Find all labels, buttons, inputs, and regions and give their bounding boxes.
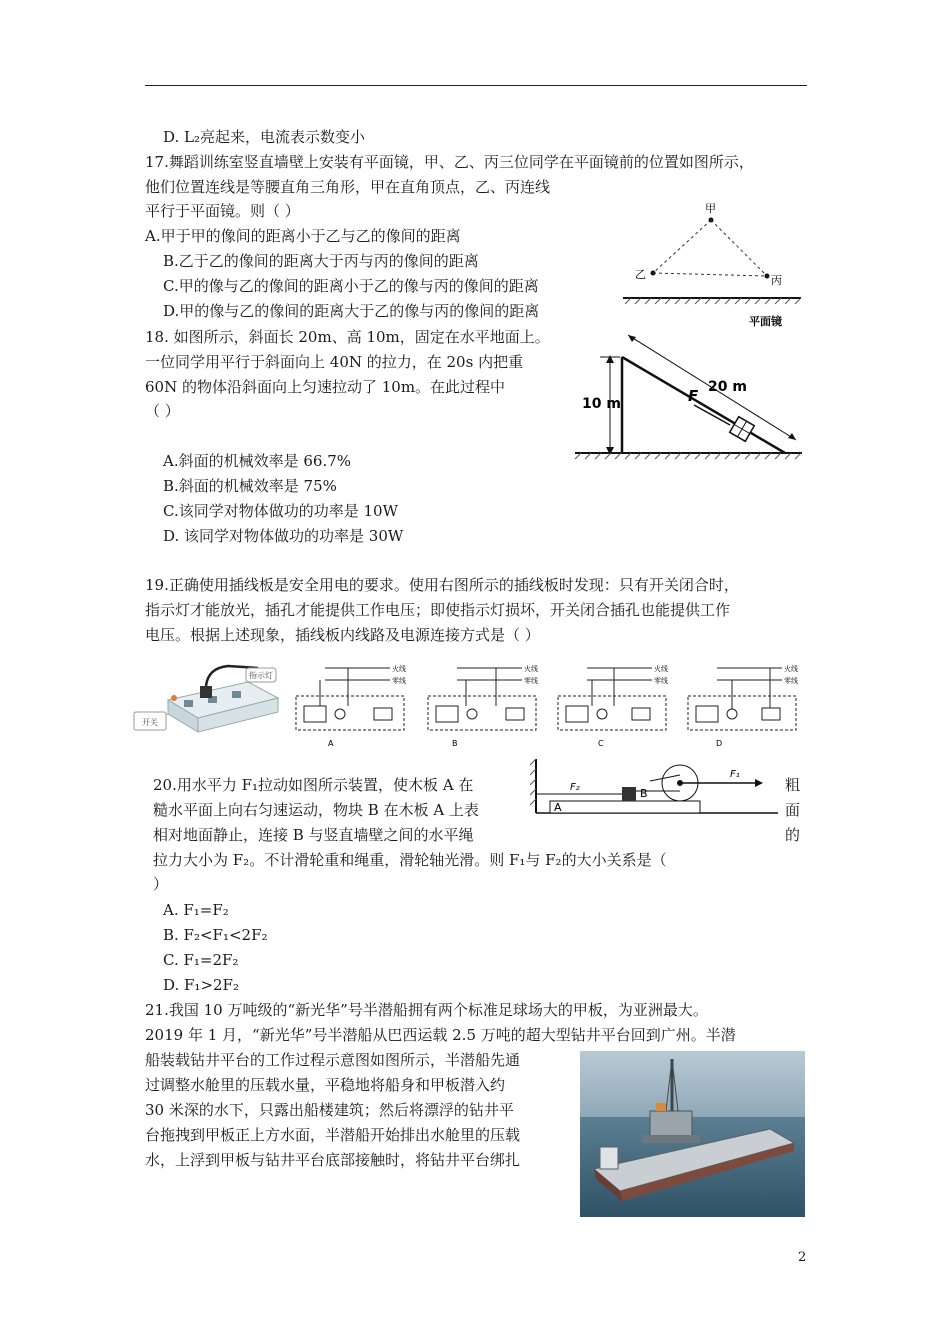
label-option-b: B [452,739,458,748]
q17-stem-line3: 平行于平面镜。则（ ） [145,202,300,220]
q18-option-c: C.该同学对物体做功的功率是 10W [163,502,398,520]
q19-circuit-option-d [682,660,807,752]
q18-stem-line4: （ ） [145,402,180,420]
label-option-a: A [328,739,334,748]
label-bing: 丙 [771,274,782,287]
q20-stem-line3-right: 的 [785,826,801,844]
q18-option-a: A.斜面的机械效率是 66.7% [163,452,352,470]
q19-circuit-option-b [422,660,547,752]
q20-stem-line2-right: 面 [785,801,801,819]
q21-stem-line6: 台拖拽到甲板正上方水面，半潜船开始排出水舱里的压载 [145,1126,521,1144]
q19-stem-line1: 19.正确使用插线板是安全用电的要求。使用右图所示的插线板时发现：只有开关闭合时， [145,576,739,594]
q17-option-c: C.甲的像与乙的像间的距离小于乙的像与丙的像间的距离 [163,277,539,295]
q20-stem-line1: 20.用水平力 F₁拉动如图所示装置，使木板 A 在 [153,776,474,794]
q21-stem-line1: 21.我国 10 万吨级的“新光华”号半潜船拥有两个标准足球场大的甲板，为亚洲最大。 [145,1001,708,1019]
svg-text:零线: 零线 [784,677,798,685]
q17-option-d: D.甲的像与乙的像间的距离大于乙的像与丙的像间的距离 [163,302,540,320]
q20-option-c: C. F₁=2F₂ [163,951,239,969]
q20-stem-line3: 相对地面静止，连接 B 与竖直墙壁之间的水平绳 [153,826,474,844]
bridge-building [600,1147,618,1169]
svg-text:零线: 零线 [524,677,538,685]
label-indicator: 指示灯 [249,671,273,680]
q20-stem-line1-right: 粗 [785,776,801,794]
q20-stem-line2: 糙水平面上向右匀速运动，物块 B 在木板 A 上表 [153,801,479,819]
q19-circuit-option-c [552,660,677,752]
label-a: A [554,801,562,814]
label-length: 20 m [708,379,747,395]
label-option-c: C [598,739,604,748]
q21-stem-line4: 过调整水舱里的压载水量，平稳地将船身和甲板潜入约 [145,1076,506,1094]
label-option-d: D [716,739,723,748]
line-jia-yi [653,220,711,273]
q19-circuit-option-a [290,660,415,752]
q21-stem-line7: 水，上浮到甲板与钻井平台底部接触时，将钻井平台绑扎 [145,1151,521,1169]
label-switch: 开关 [142,718,158,727]
q18-option-b: B.斜面的机械效率是 75% [163,477,337,495]
board-a [550,801,700,813]
q18-option-d: D. 该同学对物体做功的功率是 30W [163,527,404,545]
q17-option-a: A.甲于甲的像间的距离小于乙与乙的像间的距离 [145,227,461,245]
q20-option-d: D. F₁>2F₂ [163,976,239,994]
svg-text:火线: 火线 [654,665,668,673]
header-rule [145,85,807,86]
switch-icon [171,695,177,701]
label-force: F [688,387,699,405]
label-b: B [640,787,648,800]
svg-text:火线: 火线 [524,665,538,673]
label-f2: F₂ [570,782,580,793]
q17-option-b: B.乙于乙的像间的距离大于丙与丙的像间的距离 [163,252,479,270]
q20-pulley-figure [530,757,780,817]
label-height: 10 m [582,396,621,412]
q18-incline-figure [570,325,810,473]
svg-text:火线: 火线 [784,665,798,673]
plug [200,686,212,698]
line-yi-bing [653,273,767,276]
q20-stem-line5: ） [153,875,169,893]
line-jia-bing [711,220,767,276]
q18-stem-line2: 一位同学用平行于斜面向上 40N 的拉力，在 20s 内把重 [145,353,524,371]
q17-mirror-figure [615,198,815,330]
svg-text:零线: 零线 [654,677,668,685]
q16-option-d: D. L₂亮起来，电流表示数变小 [163,128,366,146]
block-b [622,787,636,801]
q20-option-b: B. F₂<F₁<2F₂ [163,926,268,944]
q17-stem-line1: 17.舞蹈训练室竖直墙壁上安装有平面镜，甲、乙、丙三位同学在平面镜前的位置如图所示， [145,153,754,171]
q19-stem-line3: 电压。根据上述现象，插线板内线路及电源连接方式是（ ） [145,626,540,644]
drilling-platform [650,1111,692,1137]
page-number: 2 [798,1250,807,1265]
q20-stem-line4: 拉力大小为 F₂。不计滑轮重和绳重，滑轮轴光滑。则 F₁与 F₂的大小关系是（ [153,851,667,869]
q17-stem-line2: 他们位置连线是等腰直角三角形，甲在直角顶点，乙、丙连线 [145,178,551,196]
label-f1: F₁ [730,769,740,780]
label-jia: 甲 [705,202,716,215]
svg-text:零线: 零线 [392,677,406,685]
incline-slope [622,357,785,453]
block-on-incline [730,417,755,442]
q21-ship-photo [580,1051,805,1217]
q21-stem-line5: 30 米深的水下，只露出船楼建筑；然后将漂浮的钻井平 [145,1101,514,1119]
q20-option-a: A. F₁=F₂ [163,901,229,919]
q18-stem-line3: 60N 的物体沿斜面向上匀速拉动了 10m。在此过程中 [145,378,506,396]
label-yi: 乙 [635,268,646,281]
q19-power-strip-photo [128,660,283,742]
q21-stem-line3: 船装载钻井平台的工作过程示意图如图所示，半潜船先通 [145,1051,521,1069]
svg-text:火线: 火线 [392,665,406,673]
q18-stem-line1: 18. 如图所示，斜面长 20m、高 10m，固定在水平地面上。 [145,328,550,346]
label-mirror: 平面镜 [749,315,782,328]
force-arrow [694,405,730,425]
q21-stem-line2: 2019 年 1 月，“新光华”号半潜船从巴西运载 2.5 万吨的超大型钻井平台回到广州。半潜 [145,1026,736,1044]
q19-stem-line2: 指示灯才能放光，插孔才能提供工作电压；即使指示灯损坏，开关闭合插孔也能提供工作 [145,601,731,619]
